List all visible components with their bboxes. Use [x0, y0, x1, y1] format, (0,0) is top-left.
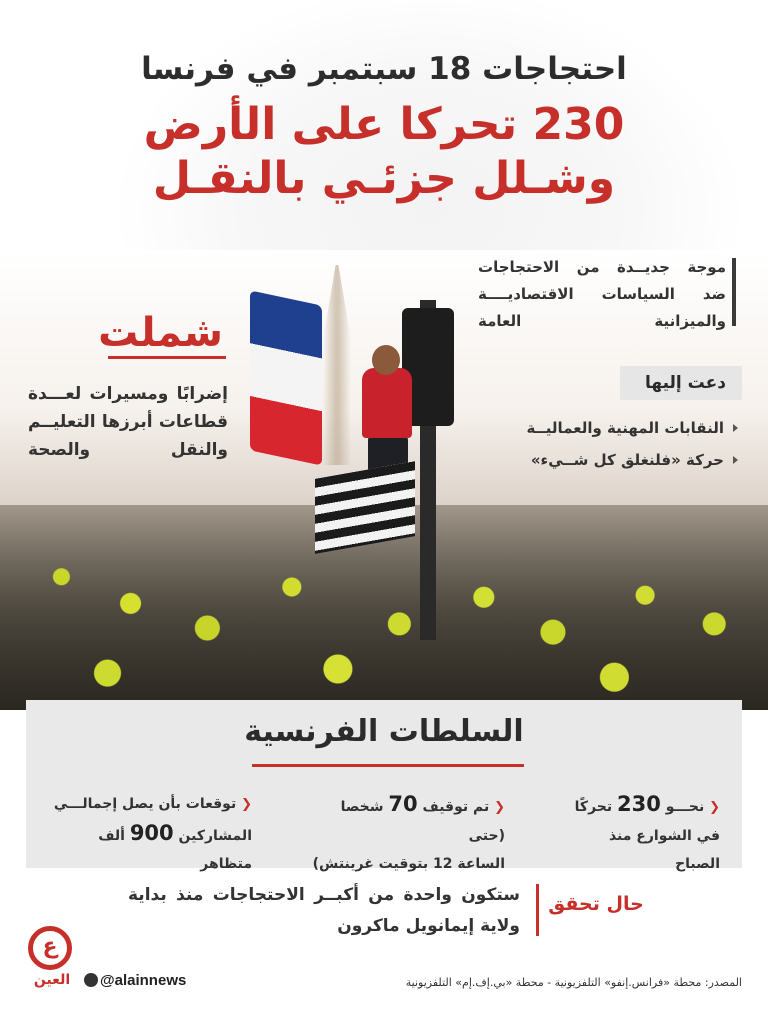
stat-text: الساعة 12 بتوقيت غرينتش) — [312, 856, 505, 872]
list-item: النقابات المهنية والعماليــة — [480, 412, 742, 444]
stat-number: 900 — [129, 821, 174, 845]
protester-body — [362, 368, 412, 438]
stat-text: تم توقيف — [422, 799, 490, 815]
stat-text: ألف متظاهر — [98, 828, 252, 872]
probable-label: حال تحقق — [548, 893, 644, 915]
stat-text: توقعات بأن يصل إجمالـــي — [53, 796, 237, 812]
included-title: شملت — [98, 310, 223, 356]
wave-line-1: موجة جديــدة من الاحتجاجات — [478, 258, 726, 276]
stat-text: تحركًا — [574, 799, 613, 815]
called-by-label: دعت إليها — [620, 366, 742, 400]
stat-participants — [42, 790, 252, 878]
social-handle[interactable] — [84, 972, 186, 989]
included-line-3: والنقل والصحة — [28, 440, 228, 460]
wave-accent-bar — [732, 258, 736, 326]
probable-accent-bar — [536, 884, 539, 936]
probable-line-1: ستكون واحدة من أكبــر الاحتجاجات منذ بداية — [128, 885, 520, 905]
included-underline — [108, 356, 226, 359]
headline-red-1: 230 تحركا على الأرض — [143, 99, 625, 150]
included-line-2: قطاعات أبرزها التعليــم — [28, 412, 228, 432]
handle-text: @alainnews — [100, 972, 187, 989]
wave-line-3: والميزانية العامة — [478, 312, 726, 330]
header — [0, 40, 768, 206]
bullet-arrow-icon: ❮ — [494, 800, 505, 815]
stat-number: 230 — [617, 792, 661, 816]
wave-line-2: ضد السياسات الاقتصاديــــة — [478, 285, 726, 303]
list-item: حركة «فلنغلق كل شــيء» — [480, 444, 742, 476]
stat-text: نحـــو — [665, 799, 705, 815]
new-wave-text — [478, 254, 726, 335]
probable-text — [128, 880, 520, 942]
protester-head — [372, 345, 400, 375]
stat-text: المشاركين — [178, 828, 252, 844]
stat-text: في الشوارع منذ الصباح — [608, 828, 720, 872]
source-text: المصدر: محطة «فرانس.إنفو» التلفزيونية - محطة «بي.إف.إم» التلفزيونية — [405, 976, 742, 989]
authorities-underline — [252, 764, 524, 767]
headline-top: احتجاجات 18 سبتمبر في فرنسا — [141, 51, 627, 87]
stat-text: شخصا (حتى — [340, 799, 505, 844]
stat-protests — [560, 790, 720, 878]
headline-red-2: وشـلل جزئـي بالنقـل — [152, 153, 616, 204]
bullet-arrow-icon: ❮ — [709, 800, 720, 815]
alain-logo-name: العين — [33, 972, 71, 988]
probable-line-2: ولاية إيمانويل ماكرون — [337, 916, 520, 936]
alain-logo-icon: ع — [28, 926, 72, 970]
included-text — [28, 380, 228, 464]
stat-arrests — [305, 790, 505, 878]
bullet-arrow-icon: ❮ — [241, 797, 252, 812]
french-flag — [250, 290, 322, 465]
called-by-list — [480, 412, 742, 476]
at-icon — [84, 973, 98, 987]
stat-number: 70 — [388, 792, 418, 816]
included-line-1: إضرابًا ومسيرات لعـــدة — [28, 384, 228, 404]
authorities-title: السلطات الفرنسية — [244, 714, 524, 749]
